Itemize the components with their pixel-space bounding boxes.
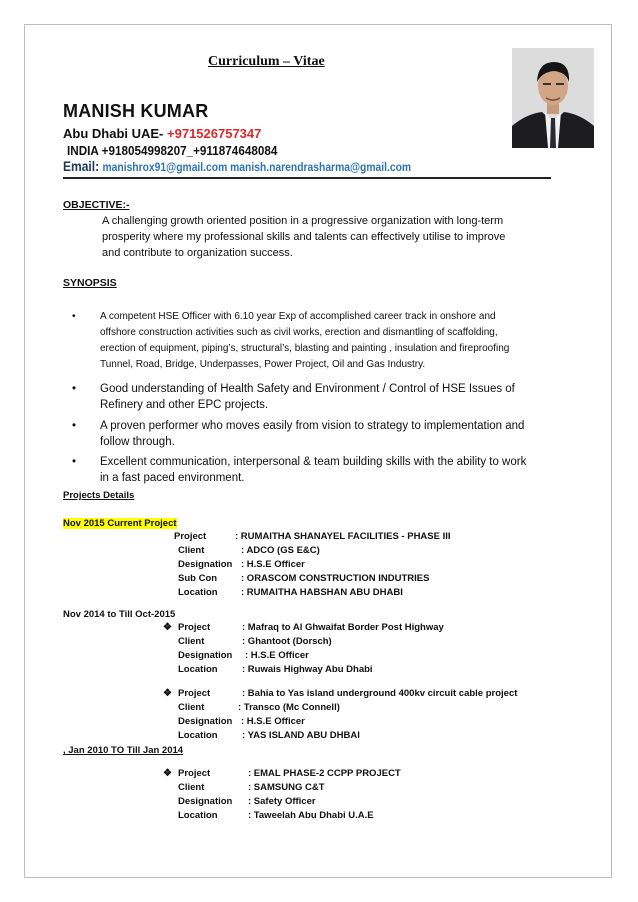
period-2: Nov 2014 to Till Oct-2015 (63, 609, 176, 620)
email-addresses[interactable]: manishrox91@gmail.com manish.narendrasharma@gmail.com (102, 160, 412, 174)
diamond-bullet-icon: ❖ (163, 622, 172, 633)
p2-project-value: : Mafraq to Al Ghwaifat Border Post Highway (242, 622, 444, 633)
p1-subcon-value: : ORASCOM CONSTRUCTION INDUTRIES (241, 573, 430, 584)
p3-project-label: Project (178, 688, 211, 699)
synopsis-item (62, 381, 574, 413)
p4-designation-value: : Safety Officer (248, 796, 316, 807)
objective-text (102, 213, 552, 261)
p3-designation-value: : H.S.E Officer (241, 716, 305, 727)
p4-designation-label: Designation (178, 796, 233, 807)
p2-location-label: Location (178, 664, 218, 675)
synopsis-line: A proven performer who moves easily from vision to strategy to implementation and (100, 420, 525, 432)
p2-project-label: Project (178, 622, 211, 633)
profile-photo-image (512, 48, 594, 148)
synopsis-line: A competent HSE Officer with 6.10 year Exp of accomplished career track in onshore and (100, 311, 496, 322)
p4-project-label: Project (178, 768, 211, 779)
p2-client-value: : Ghantoot (Dorsch) (242, 636, 332, 647)
uae-phone: +971526757347 (167, 126, 262, 141)
synopsis-line: offshore construction activities such as civil works, erection and dismantling of scaffolding, (100, 327, 498, 338)
synopsis-line: Tunnel, Road, Bridge, Underpasses, Power Project, Oil and Gas Industry. (100, 359, 426, 370)
p4-client-label: Client (178, 782, 205, 793)
p4-location-label: Location (178, 810, 218, 821)
synopsis-line: Refinery and other EPC projects. (100, 399, 269, 411)
bullet-icon: • (72, 311, 76, 322)
p3-location-value: : YAS ISLAND ABU DHBAI (242, 730, 360, 741)
synopsis-item (62, 418, 574, 450)
diamond-bullet-icon: ❖ (163, 688, 172, 699)
p3-project-value: : Bahia to Yas island underground 400kv circuit cable project (242, 688, 518, 699)
p3-location-label: Location (178, 730, 218, 741)
p2-designation-value: : H.S.E Officer (245, 650, 309, 661)
p1-location-label: Location (178, 587, 218, 598)
p1-client-value: : ADCO (GS E&C) (241, 545, 320, 556)
synopsis-list (62, 309, 574, 486)
synopsis-line: Excellent communication, interpersonal & team building skills with the ability to work (100, 456, 527, 468)
profile-photo (512, 48, 594, 148)
diamond-bullet-icon: ❖ (163, 768, 172, 779)
synopsis-item (62, 309, 574, 373)
synopsis-line: in a fast paced environment. (100, 472, 245, 484)
p1-project-value: : RUMAITHA SHANAYEL FACILITIES - PHASE III (235, 531, 451, 542)
synopsis-line: Good understanding of Health Safety and Environment / Control of HSE Issues of (100, 383, 515, 395)
synopsis-line: follow through. (100, 436, 175, 448)
period-1-label: Nov 2015 Current Project (63, 518, 177, 529)
bullet-icon: • (72, 456, 77, 468)
location-label: Abu Dhabi UAE- (63, 126, 164, 141)
p1-location-value: : RUMAITHA HABSHAN ABU DHABI (241, 587, 403, 598)
objective-heading: OBJECTIVE:- (63, 199, 130, 211)
p4-project-value: : EMAL PHASE-2 CCPP PROJECT (248, 768, 401, 779)
p4-location-value: : Taweelah Abu Dhabi U.A.E (248, 810, 374, 821)
p1-client-label: Client (178, 545, 205, 556)
p3-designation-label: Designation (178, 716, 233, 727)
p1-project-label: Project (174, 531, 207, 542)
p2-designation-label: Designation (178, 650, 233, 661)
p2-client-label: Client (178, 636, 205, 647)
bullet-icon: • (72, 383, 77, 395)
objective-line: A challenging growth oriented position in a progressive organization with long-term (102, 215, 504, 227)
location-line (63, 126, 261, 141)
p4-client-value: : SAMSUNG C&T (248, 782, 325, 793)
synopsis-heading: SYNOPSIS (63, 277, 117, 289)
p3-client-value: : Transco (Mc Connell) (238, 702, 340, 713)
objective-line: prosperity where my professional skills and talents can effectively utilise to improve (102, 231, 506, 243)
cv-title: Curriculum – Vitae (208, 54, 325, 69)
candidate-name: MANISH KUMAR (63, 101, 209, 121)
bullet-icon: • (72, 420, 77, 432)
synopsis-line: erection of equipment, piping’s, structural’s, blasting and painting , insulation and fireproofing (100, 343, 510, 354)
p3-client-label: Client (178, 702, 205, 713)
p1-designation-label: Designation (178, 559, 233, 570)
period-3: , Jan 2010 TO Till Jan 2014 (63, 745, 184, 756)
period-1 (63, 517, 177, 531)
p1-designation-value: : H.S.E Officer (241, 559, 305, 570)
email-label: Email: (63, 158, 100, 174)
email-line (63, 158, 411, 174)
objective-line: and contribute to organization success. (102, 247, 293, 259)
header-divider (63, 177, 551, 179)
p2-location-value: : Ruwais Highway Abu Dhabi (242, 664, 373, 675)
synopsis-item (62, 454, 574, 486)
projects-heading: Projects Details (63, 490, 135, 501)
india-phones: INDIA +918054998207_+911874648084 (67, 143, 278, 158)
p1-subcon-label: Sub Con (178, 573, 218, 584)
